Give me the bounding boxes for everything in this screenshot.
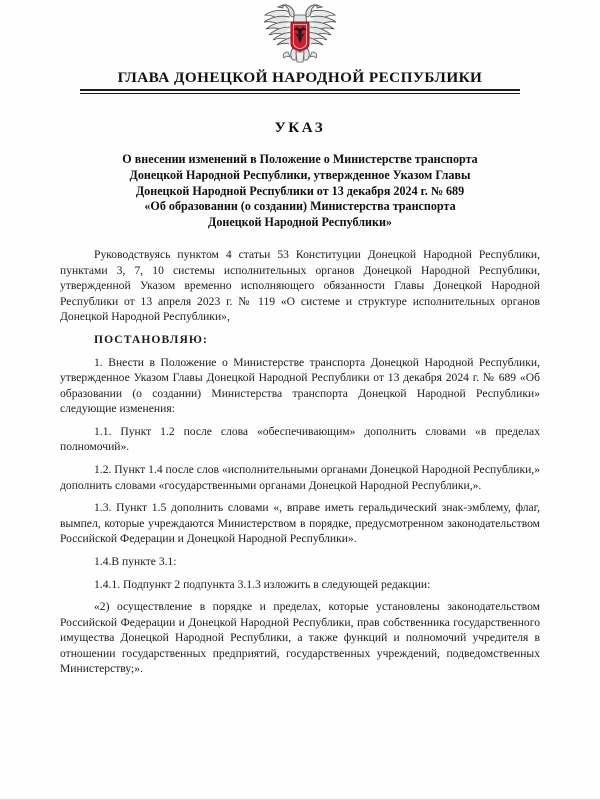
clause-1-4-1: 1.4.1. Подпункт 2 подпункта 3.1.3 изложить в следующей редакции:: [94, 577, 431, 591]
document-title-line: Донецкой Народной Республики»: [208, 215, 392, 230]
resolve-heading: ПОСТАНОВЛЯЮ:: [94, 332, 208, 346]
document-body: [60, 247, 540, 677]
header-divider: [80, 89, 520, 94]
preamble-paragraph: Руководствуясь пунктом 4 статьи 53 Конституции Донецкой Народной Республики, пунктами 3, 7, 10 системы исполнительных органов Донецкой Народной Республики, утвержденной Указом временно исполняющего обязанности Главы Донецкой Народной Республики от 13 апреля 2023 г. № 119 «О системе и структуре исполнительных органов Донецкой Народной Республики»,: [60, 248, 540, 324]
emblem-container: [60, 0, 540, 68]
document-title: [60, 152, 540, 231]
document-title-line: «Об образовании (о создании) Министерства транспорта: [144, 199, 456, 214]
clause-1-1: 1.1. Пункт 1.2 после слова «обеспечивающим» дополнить словами «в пределах полномочий».: [60, 424, 540, 454]
document-title-line: Донецкой Народной Республики от 13 декабря 2024 г. № 689: [135, 183, 465, 198]
document-title-line: О внесении изменений в Положение о Министерстве транспорта: [122, 151, 478, 166]
clause-1-2: 1.2. Пункт 1.4 после слов «исполнительными органами Донецкой Народной Республики,» дополнить словами «государственными органами Донецкой Народной Республики,».: [60, 463, 540, 492]
dnr-coat-of-arms-icon: [252, 2, 348, 66]
clause-1-3: 1.3. Пункт 1.5 дополнить словами «, вправе иметь геральдический знак-эмблему, флаг, вымпел, которые учреждаются Министерством в порядке, предусмотренном законодательством Российской Федерации и Донецкой Народной Республики».: [60, 501, 540, 546]
document-kind: УКАЗ: [274, 119, 326, 136]
clause-1-4-1-text: «2) осуществление в порядке и пределах, которые установлены законодательством Российской Федерации и Донецкой Народной Республики, прав собственника государственного имущества Донецкой Народной Республики, а также функций и полномочий учредителя в отношении государственных предприятий, государственных учреждений, подведомственных Министерству;».: [60, 600, 540, 676]
clause-1: 1. Внести в Положение о Министерстве транспорта Донецкой Народной Республики, утвержденное Указом Главы Донецкой Народной Республики от 13 декабря 2024 г. № 689 «Об образовании (о создании) Министерства транспорта Донецкой Народной Республики» следующие изменения:: [60, 355, 540, 416]
page-title: ГЛАВА ДОНЕЦКОЙ НАРОДНОЙ РЕСПУБЛИКИ: [117, 69, 483, 86]
document-title-line: Донецкой Народной Республики, утвержденное Указом Главы: [129, 167, 471, 182]
clause-1-4: 1.4.В пункте 3.1:: [94, 554, 177, 568]
